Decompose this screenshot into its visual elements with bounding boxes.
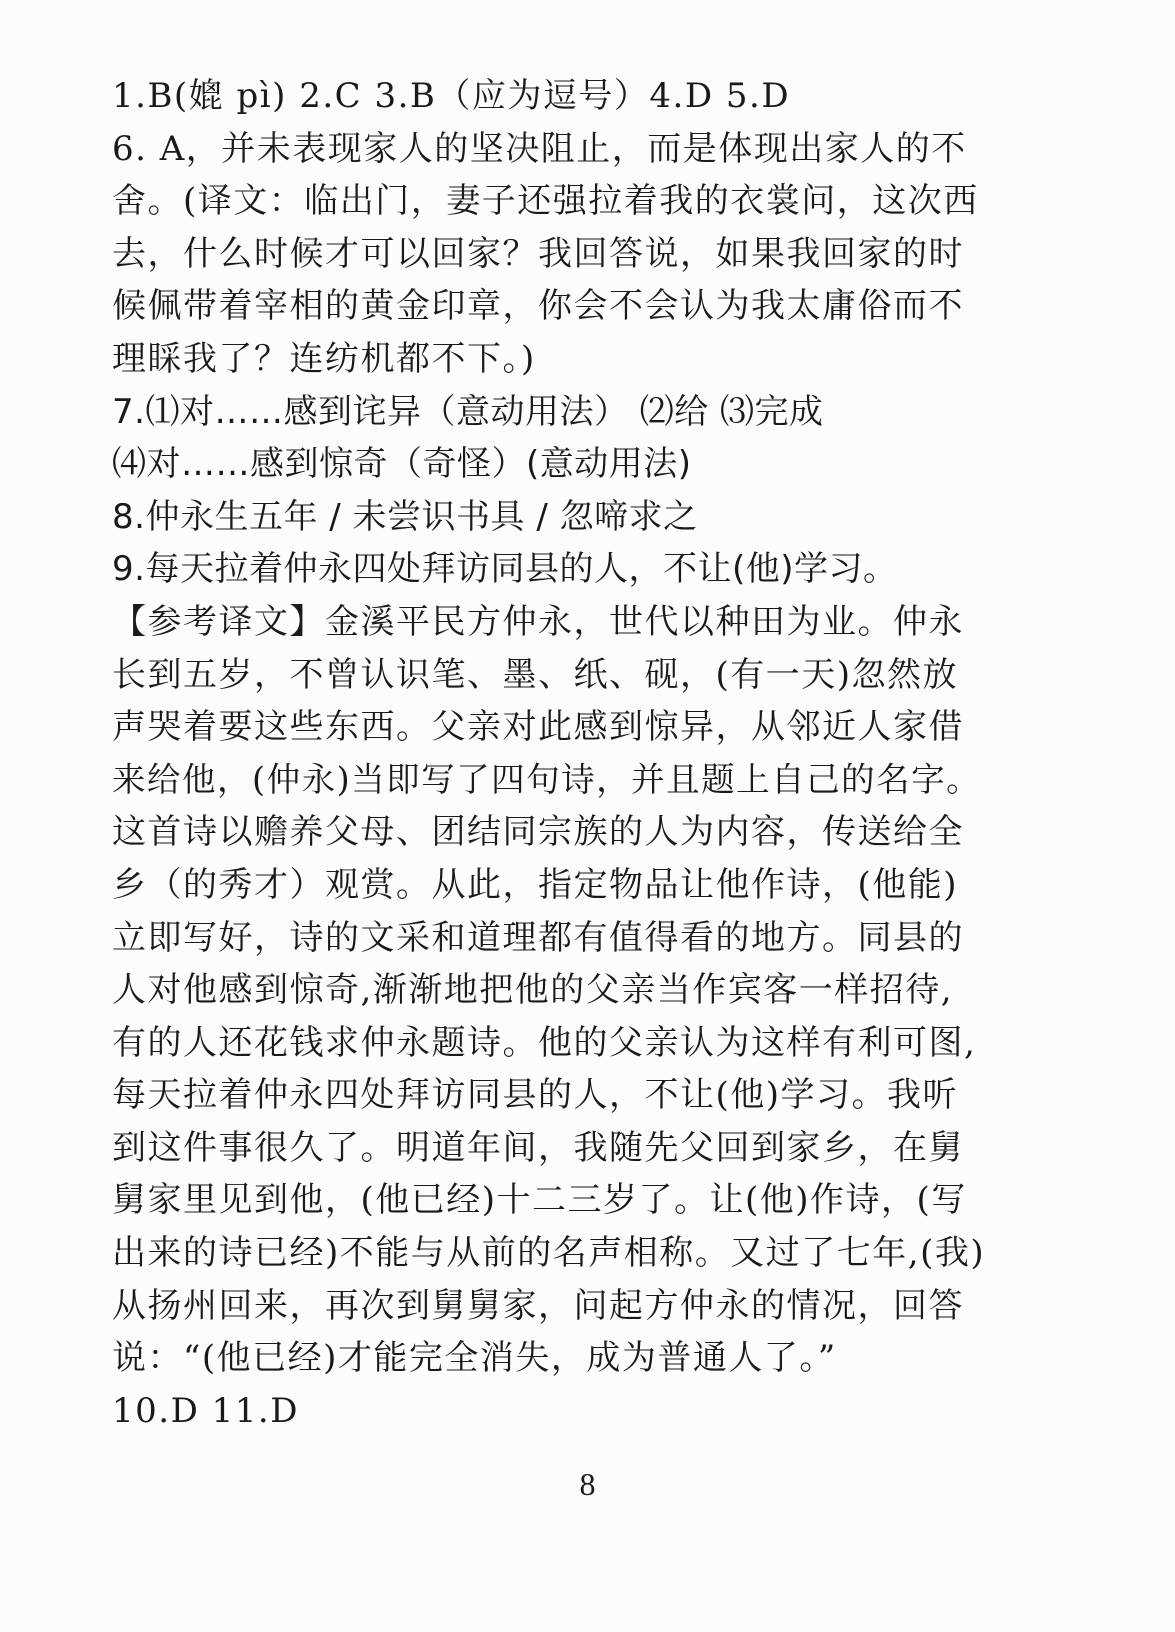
answer-line-6: 6. A，并未表现家人的坚决阻止，而是体现出家人的不: [112, 128, 967, 169]
answer-line-10-11: 10.D 11.D: [112, 1390, 299, 1431]
reference-translation-line-11: 到这件事很久了。明道年间，我随先父回到家乡，在舅: [112, 1127, 964, 1168]
reference-translation-line-9: 有的人还花钱求仲永题诗。他的父亲认为这样有利可图,: [112, 1022, 977, 1063]
answer-line-8: 8.仲永生五年 / 未尝识书具 / 忽啼求之: [112, 496, 698, 537]
reference-translation-line-1: 【参考译文】金溪平民方仲永，世代以种田为业。仲永: [112, 601, 964, 642]
page-number: 8: [579, 1466, 596, 1502]
answer-line-7a: 7.⑴对……感到诧异（意动用法） ⑵给 ⑶完成: [112, 391, 824, 432]
answer-line-6-translation-3: 候佩带着宰相的黄金印章，你会不会认为我太庸俗而不: [112, 286, 964, 327]
answer-line-6-translation-2: 去，什么时候才可以回家？我回答说，如果我回家的时: [112, 233, 964, 274]
reference-translation-line-3: 声哭着要这些东西。父亲对此感到惊异，从邻近人家借: [112, 707, 964, 748]
reference-translation-line-2: 长到五岁，不曾认识笔、墨、纸、砚，(有一天)忽然放: [112, 654, 959, 695]
answer-line-9: 9.每天拉着仲永四处拜访同县的人，不让(他)学习。: [112, 549, 898, 590]
reference-translation-line-7: 立即写好，诗的文采和道理都有值得看的地方。同县的: [112, 917, 964, 958]
answer-line-6-translation-1: 舍。(译文：临出门，妻子还强拉着我的衣裳问，这次西: [112, 181, 979, 222]
reference-translation-line-10: 每天拉着仲永四处拜访同县的人，不让(他)学习。我听: [112, 1075, 959, 1116]
reference-translation-line-14: 从扬州回来，再次到舅舅家，问起方仲永的情况，回答: [112, 1285, 964, 1326]
reference-translation-line-12: 舅家里见到他，(他已经)十二三岁了。让(他)作诗，(写: [112, 1180, 967, 1221]
reference-translation-line-4: 来给他，(仲永)当即写了四句诗，并且题上自己的名字。: [112, 759, 982, 799]
reference-translation-line-5: 这首诗以赡养父母、团结同宗族的人为内容，传送给全: [112, 812, 964, 853]
answer-text-block: [112, 70, 992, 1437]
reference-translation-line-6: 乡（的秀才）观赏。从此，指定物品让他作诗，(他能): [112, 864, 959, 905]
reference-translation-line-15: 说：“(他已经)才能完全消失，成为普通人了。”: [112, 1338, 837, 1379]
answer-line-7b: ⑷对……感到惊奇（奇怪）(意动用法): [112, 444, 692, 485]
reference-translation-line-13: 出来的诗已经)不能与从前的名声相称。又过了七年,(我): [112, 1233, 986, 1274]
answer-line-6-translation-4: 理睬我了？连纺机都不下。): [112, 338, 536, 379]
reference-translation-line-8: 人对他感到惊奇,渐渐地把他的父亲当作宾客一样招待,: [112, 970, 954, 1011]
answer-line-1-5: 1.B(媲 pì) 2.C 3.B（应为逗号）4.D 5.D: [112, 76, 791, 116]
